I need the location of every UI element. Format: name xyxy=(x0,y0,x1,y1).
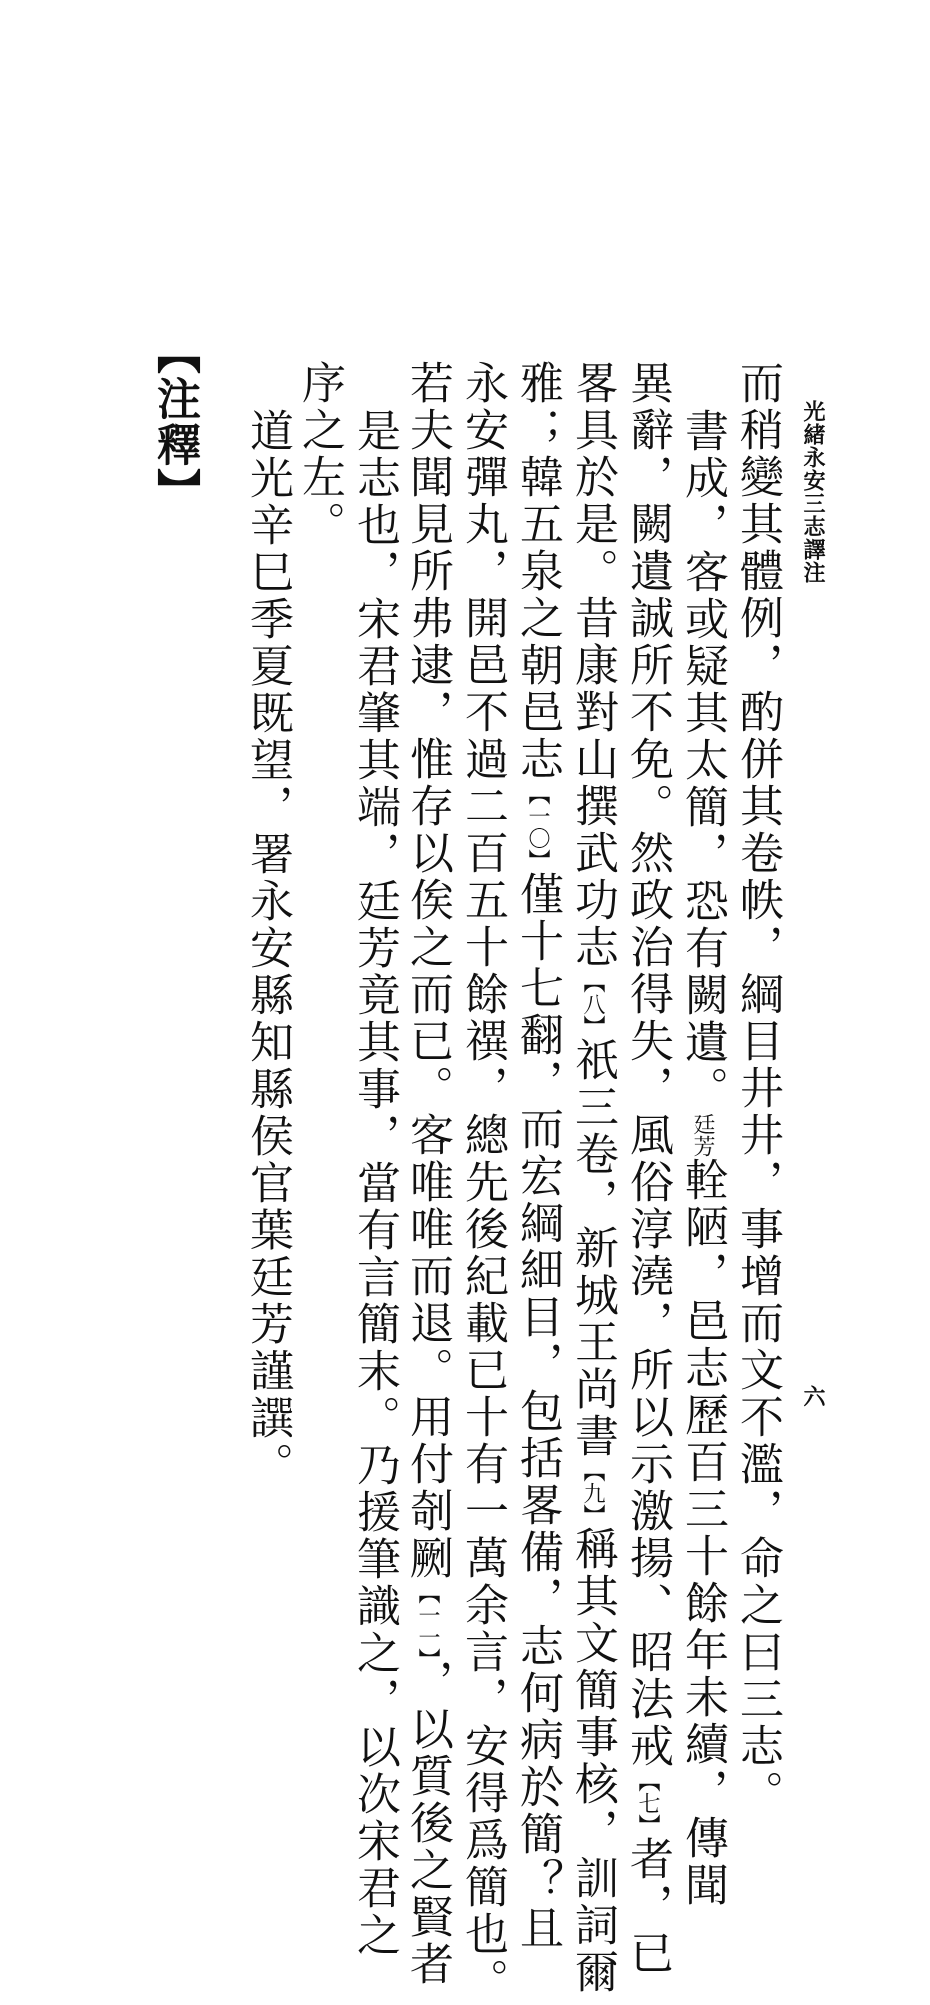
body-line: ，以質後之賢者 xyxy=(402,1659,453,1988)
text-column-8 xyxy=(349,408,400,1959)
signature-line xyxy=(242,408,293,1489)
note-ref-9: 【九】 xyxy=(580,1460,605,1526)
text-column-7 xyxy=(402,360,453,1988)
text-column-4 xyxy=(567,360,618,1996)
note-ref-10: 【一〇】 xyxy=(525,783,550,871)
body-line: 祇三卷，新城王尚書 xyxy=(567,1037,618,1460)
text-column-3 xyxy=(622,360,673,1977)
body-line: 而稍變其體例，酌併其卷帙，綱目井井，事增而文不濫，命之曰三志。 xyxy=(732,360,783,1817)
page-number: 六 xyxy=(800,1385,826,1408)
body-line: 輇陋，邑志歷百三十餘年未續，傳聞 xyxy=(677,1157,728,1909)
running-title: 光緒永安三志譯注 xyxy=(800,400,826,584)
section-heading-notes: 【注釋】 xyxy=(149,330,200,514)
note-ref-7: 【七】 xyxy=(635,1770,660,1836)
body-line: 若夫聞見所弗逮，惟存以俟之而已。客唯唯而退。用付剞劂 xyxy=(402,360,453,1582)
body-line: 畧具於是。昔康對山撰武功志 xyxy=(567,360,618,971)
body-line: 永安彈丸，開邑不過二百五十餘禩，總先後紀載已十有一萬余言，安得爲簡也。 xyxy=(457,360,508,2005)
text-column-6 xyxy=(457,360,508,2005)
body-line: 者，已 xyxy=(622,1836,673,1977)
body-line: 是志也，宋君肇其端，廷芳竟其事，當有言簡末。乃援筆識之，以次宋君之 xyxy=(349,408,400,1959)
text-column-2 xyxy=(677,408,728,1909)
body-line: 稱其文簡事核，訓詞爾 xyxy=(567,1526,618,1996)
inline-small-note: 廷芳 xyxy=(690,1113,715,1157)
text-column-9 xyxy=(294,360,345,548)
note-ref-8: 【八】 xyxy=(580,971,605,1037)
body-line: 僅十七翻，而宏綱細目，包括畧備，志何病於簡？且 xyxy=(512,871,563,1952)
body-line: 雅；韓五泉之朝邑志 xyxy=(512,360,563,783)
text-column-5 xyxy=(512,360,563,1952)
body-line: 道光辛巳季夏既望，署永安縣知縣侯官葉廷芳謹譔。 xyxy=(242,408,293,1489)
body-line: 序之左。 xyxy=(294,360,345,548)
note-ref-11: 【一一】 xyxy=(415,1582,440,1659)
text-column-1 xyxy=(732,360,783,1817)
body-line: 書成，客或疑其太簡，恐有闕遺。 xyxy=(677,408,728,1113)
body-line: 異辭，闕遺誠所不免。然政治得失，風俗淳澆，所以示激揚、昭法戒 xyxy=(622,360,673,1770)
